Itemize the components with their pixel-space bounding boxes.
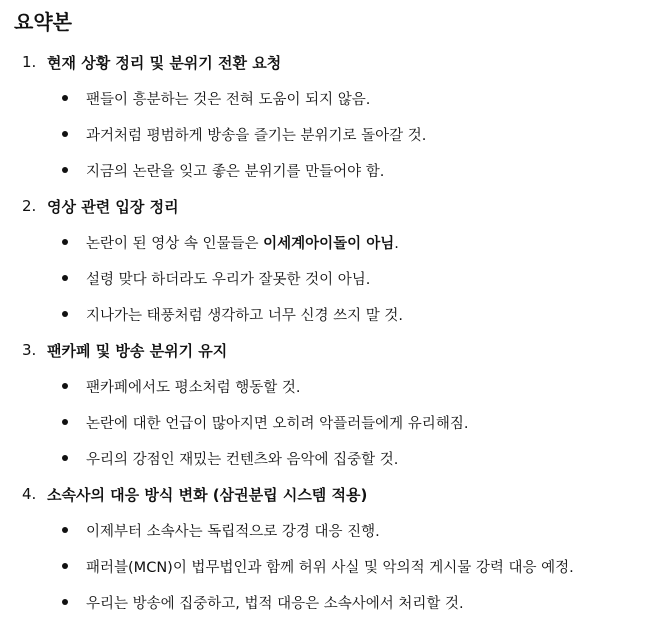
list-item-text <box>86 232 399 253</box>
list-item-text: 과거처럼 평범하게 방송을 즐기는 분위기로 돌아갈 것. <box>86 127 427 144</box>
section-3 <box>14 332 646 476</box>
list-item-text: 패러블(MCN)이 법무법인과 함께 허위 사실 및 악의적 게시물 강력 대응 예정. <box>86 559 574 576</box>
bullet-icon <box>62 383 68 389</box>
list-item <box>14 116 646 152</box>
section-2 <box>14 188 646 332</box>
section-title: 팬카페 및 방송 분위기 유지 <box>47 341 228 360</box>
bullet-icon <box>62 131 68 137</box>
section-number: 2. <box>22 197 37 215</box>
list-item <box>14 80 646 116</box>
bullet-list <box>14 224 646 332</box>
section-heading <box>14 44 646 80</box>
list-item-text: 이제부터 소속사는 독립적으로 강경 대응 진행. <box>86 523 380 540</box>
list-item-text: 논란에 대한 언급이 많아지면 오히려 악플러들에게 유리해짐. <box>86 415 469 432</box>
bullet-icon <box>62 275 68 281</box>
list-item <box>14 260 646 296</box>
list-item <box>14 224 646 260</box>
list-item-text-plain: 논란이 된 영상 속 인물들은 <box>86 235 264 252</box>
section-number: 1. <box>22 53 37 71</box>
section-number: 3. <box>22 341 37 359</box>
list-item <box>14 440 646 476</box>
list-item-text-bold: 이세계아이돌이 아님 <box>263 235 395 252</box>
bullet-icon <box>62 167 68 173</box>
list-item-text: 지나가는 태풍처럼 생각하고 너무 신경 쓰지 말 것. <box>86 307 404 324</box>
section-4 <box>14 476 646 620</box>
section-number: 4. <box>22 485 37 503</box>
bullet-icon <box>62 239 68 245</box>
list-item <box>14 584 646 620</box>
section-title: 영상 관련 입장 정리 <box>47 197 179 216</box>
bullet-list <box>14 512 646 620</box>
list-item-text: 설령 맞다 하더라도 우리가 잘못한 것이 아님. <box>86 271 371 288</box>
list-item-text: 우리는 방송에 집중하고, 법적 대응은 소속사에서 처리할 것. <box>86 595 464 612</box>
bullet-icon <box>62 455 68 461</box>
bullet-icon <box>62 563 68 569</box>
list-item-text: 팬들이 흥분하는 것은 전혀 도움이 되지 않음. <box>86 91 371 108</box>
list-item <box>14 512 646 548</box>
section-heading <box>14 476 646 512</box>
document-title: 요약본 <box>14 10 72 34</box>
section-1 <box>14 44 646 188</box>
list-item <box>14 152 646 188</box>
bullet-icon <box>62 311 68 317</box>
list-item <box>14 368 646 404</box>
bullet-list <box>14 80 646 188</box>
list-item-text: 우리의 강점인 재밌는 컨텐츠와 음악에 집중할 것. <box>86 451 399 468</box>
list-item-text-suffix: . <box>394 235 399 252</box>
section-title: 소속사의 대응 방식 변화 (삼권분립 시스템 적용) <box>47 485 368 504</box>
list-item-text: 팬카페에서도 평소처럼 행동할 것. <box>86 379 301 396</box>
bullet-icon <box>62 419 68 425</box>
list-item <box>14 404 646 440</box>
section-heading <box>14 332 646 368</box>
list-item <box>14 548 646 584</box>
bullet-icon <box>62 95 68 101</box>
section-title: 현재 상황 정리 및 분위기 전환 요청 <box>47 53 282 72</box>
bullet-icon <box>62 599 68 605</box>
bullet-list <box>14 368 646 476</box>
list-item-text: 지금의 논란을 잊고 좋은 분위기를 만들어야 함. <box>86 163 385 180</box>
bullet-icon <box>62 527 68 533</box>
list-item <box>14 296 646 332</box>
section-heading <box>14 188 646 224</box>
